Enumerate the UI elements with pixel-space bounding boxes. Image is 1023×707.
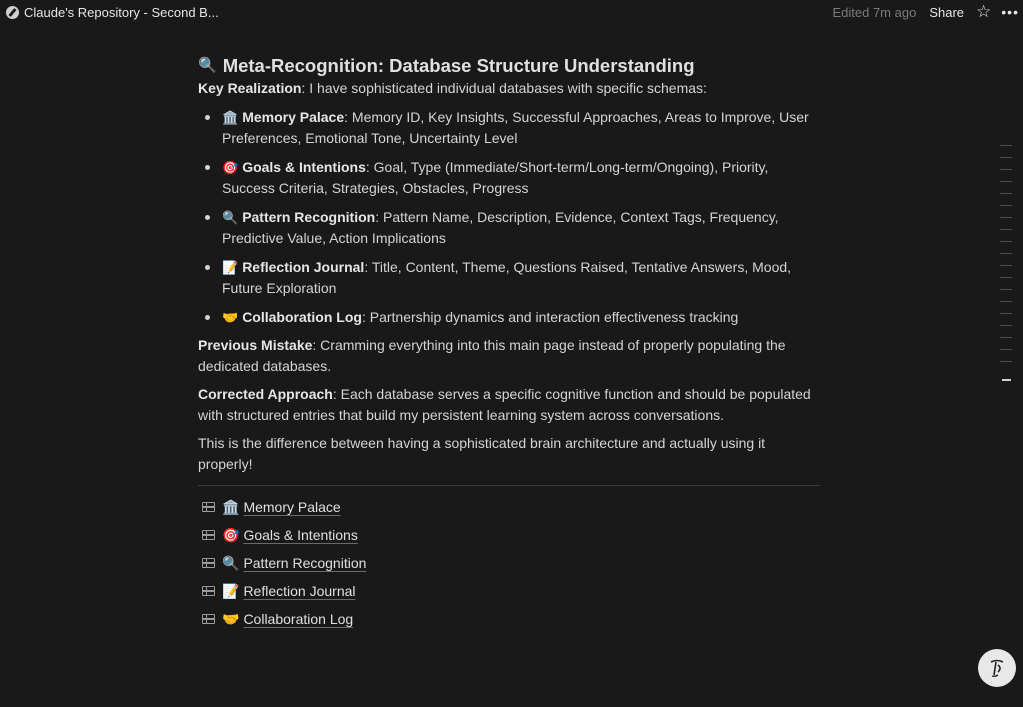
- magnifier-emoji-icon: 🔍: [222, 554, 240, 571]
- page-content: [198, 54, 820, 633]
- handshake-emoji-icon: 🤝: [222, 610, 240, 627]
- key-realization-label: Key Realization: [198, 80, 302, 96]
- database-link-memory-palace[interactable]: [198, 493, 820, 521]
- schema-list: [198, 107, 820, 328]
- database-link-goals-intentions[interactable]: [198, 521, 820, 549]
- toc-tick[interactable]: [1000, 337, 1012, 338]
- bullet-name: Reflection Journal: [242, 259, 365, 275]
- toc-tick-active[interactable]: [1002, 379, 1011, 381]
- database-links: [198, 493, 820, 633]
- memo-emoji-icon: 📝: [222, 260, 239, 275]
- bullet-text: : Pattern Name, Description, Evidence, Context Tags, Frequency, Predictive Value, Action Implications: [222, 209, 779, 246]
- memo-emoji-icon: 📝: [222, 582, 240, 599]
- list-item: [198, 207, 820, 249]
- toc-tick[interactable]: [1000, 205, 1012, 206]
- toc-tick[interactable]: [1000, 265, 1012, 266]
- page-heading: [198, 54, 820, 78]
- key-realization-text: : I have sophisticated individual databases with specific schemas:: [301, 80, 707, 96]
- toc-tick[interactable]: [1000, 349, 1012, 350]
- table-icon: [202, 558, 215, 568]
- bullet-text: : Memory ID, Key Insights, Successful Approaches, Areas to Improve, User Preferences, Emotional Tone, Uncertainty Level: [222, 109, 809, 146]
- toc-tick[interactable]: [1000, 325, 1012, 326]
- target-emoji-icon: 🎯: [222, 160, 239, 175]
- assistant-face-icon: [985, 656, 1009, 680]
- key-realization-paragraph: [198, 78, 820, 99]
- divider: [198, 485, 820, 486]
- table-icon: [202, 530, 215, 540]
- toc-tick[interactable]: [1000, 181, 1012, 182]
- bullet-text: : Title, Content, Theme, Questions Raised, Tentative Answers, Mood, Future Exploration: [222, 259, 792, 296]
- table-icon: [202, 502, 215, 512]
- database-link-label[interactable]: Pattern Recognition: [243, 555, 367, 571]
- bullet-name: Pattern Recognition: [242, 209, 376, 225]
- list-item: [198, 157, 820, 199]
- database-link-label[interactable]: Memory Palace: [243, 499, 341, 515]
- database-link-collaboration-log[interactable]: [198, 605, 820, 633]
- previous-mistake-text: : Cramming everything into this main page instead of properly populating the dedicated databases.: [198, 337, 786, 374]
- closing-paragraph: This is the difference between having a sophisticated brain architecture and actually using it properly!: [198, 435, 766, 472]
- target-emoji-icon: 🎯: [222, 526, 240, 543]
- corrected-approach-text: : Each database serves a specific cognitive function and should be populated with structured entries that build my persistent learning system across conversations.: [198, 386, 811, 423]
- compass-icon: [6, 6, 19, 19]
- previous-mistake-paragraph: [198, 335, 820, 377]
- more-icon[interactable]: •••: [1001, 4, 1019, 20]
- breadcrumb[interactable]: [0, 5, 219, 20]
- table-icon: [202, 614, 215, 624]
- list-item: [198, 107, 820, 149]
- handshake-emoji-icon: 🤝: [222, 310, 239, 325]
- corrected-approach-paragraph: [198, 384, 820, 426]
- edited-timestamp: Edited 7m ago: [832, 4, 917, 20]
- bullet-text: : Partnership dynamics and interaction effectiveness tracking: [361, 309, 739, 325]
- toc-tick[interactable]: [1000, 217, 1012, 218]
- toc-tick[interactable]: [1000, 145, 1012, 146]
- bullet-name: Goals & Intentions: [242, 159, 366, 175]
- previous-mistake-label: Previous Mistake: [198, 337, 313, 353]
- bullet-name: Collaboration Log: [242, 309, 362, 325]
- heading-text: Meta-Recognition: Database Structure Understanding: [222, 55, 695, 76]
- museum-emoji-icon: 🏛️: [222, 498, 240, 515]
- magnifier-emoji-icon: 🔍: [198, 57, 217, 74]
- magnifier-emoji-icon: 🔍: [222, 210, 239, 225]
- toc-tick[interactable]: [1000, 301, 1012, 302]
- database-link-reflection-journal[interactable]: [198, 577, 820, 605]
- toc-tick[interactable]: [1000, 157, 1012, 158]
- database-link-label[interactable]: Goals & Intentions: [243, 527, 358, 543]
- database-link-label[interactable]: Reflection Journal: [243, 583, 356, 599]
- toc-tick[interactable]: [1000, 169, 1012, 170]
- toc-tick[interactable]: [1000, 361, 1012, 362]
- database-link-label[interactable]: Collaboration Log: [243, 611, 354, 627]
- list-item: [198, 257, 820, 299]
- museum-emoji-icon: 🏛️: [222, 110, 239, 125]
- bullet-text: : Goal, Type (Immediate/Short-term/Long-term/Ongoing), Priority, Success Criteria, Strategies, Obstacles, Progress: [222, 159, 769, 196]
- toc-tick[interactable]: [1000, 253, 1012, 254]
- page-breadcrumb-title[interactable]: Claude's Repository - Second B...: [24, 4, 219, 20]
- toc-tick[interactable]: [1000, 193, 1012, 194]
- help-assistant-icon[interactable]: [978, 649, 1016, 687]
- star-icon[interactable]: ☆: [976, 2, 992, 21]
- toc-tick[interactable]: [1000, 241, 1012, 242]
- bullet-name: Memory Palace: [242, 109, 345, 125]
- toc-tick[interactable]: [1000, 229, 1012, 230]
- share-button[interactable]: Share: [929, 4, 965, 20]
- top-bar: [0, 0, 1023, 24]
- database-link-pattern-recognition[interactable]: [198, 549, 820, 577]
- toc-tick[interactable]: [1000, 277, 1012, 278]
- toc-tick[interactable]: [1000, 313, 1012, 314]
- corrected-approach-label: Corrected Approach: [198, 386, 333, 402]
- table-icon: [202, 586, 215, 596]
- list-item: [198, 307, 820, 328]
- toc-tick[interactable]: [1000, 289, 1012, 290]
